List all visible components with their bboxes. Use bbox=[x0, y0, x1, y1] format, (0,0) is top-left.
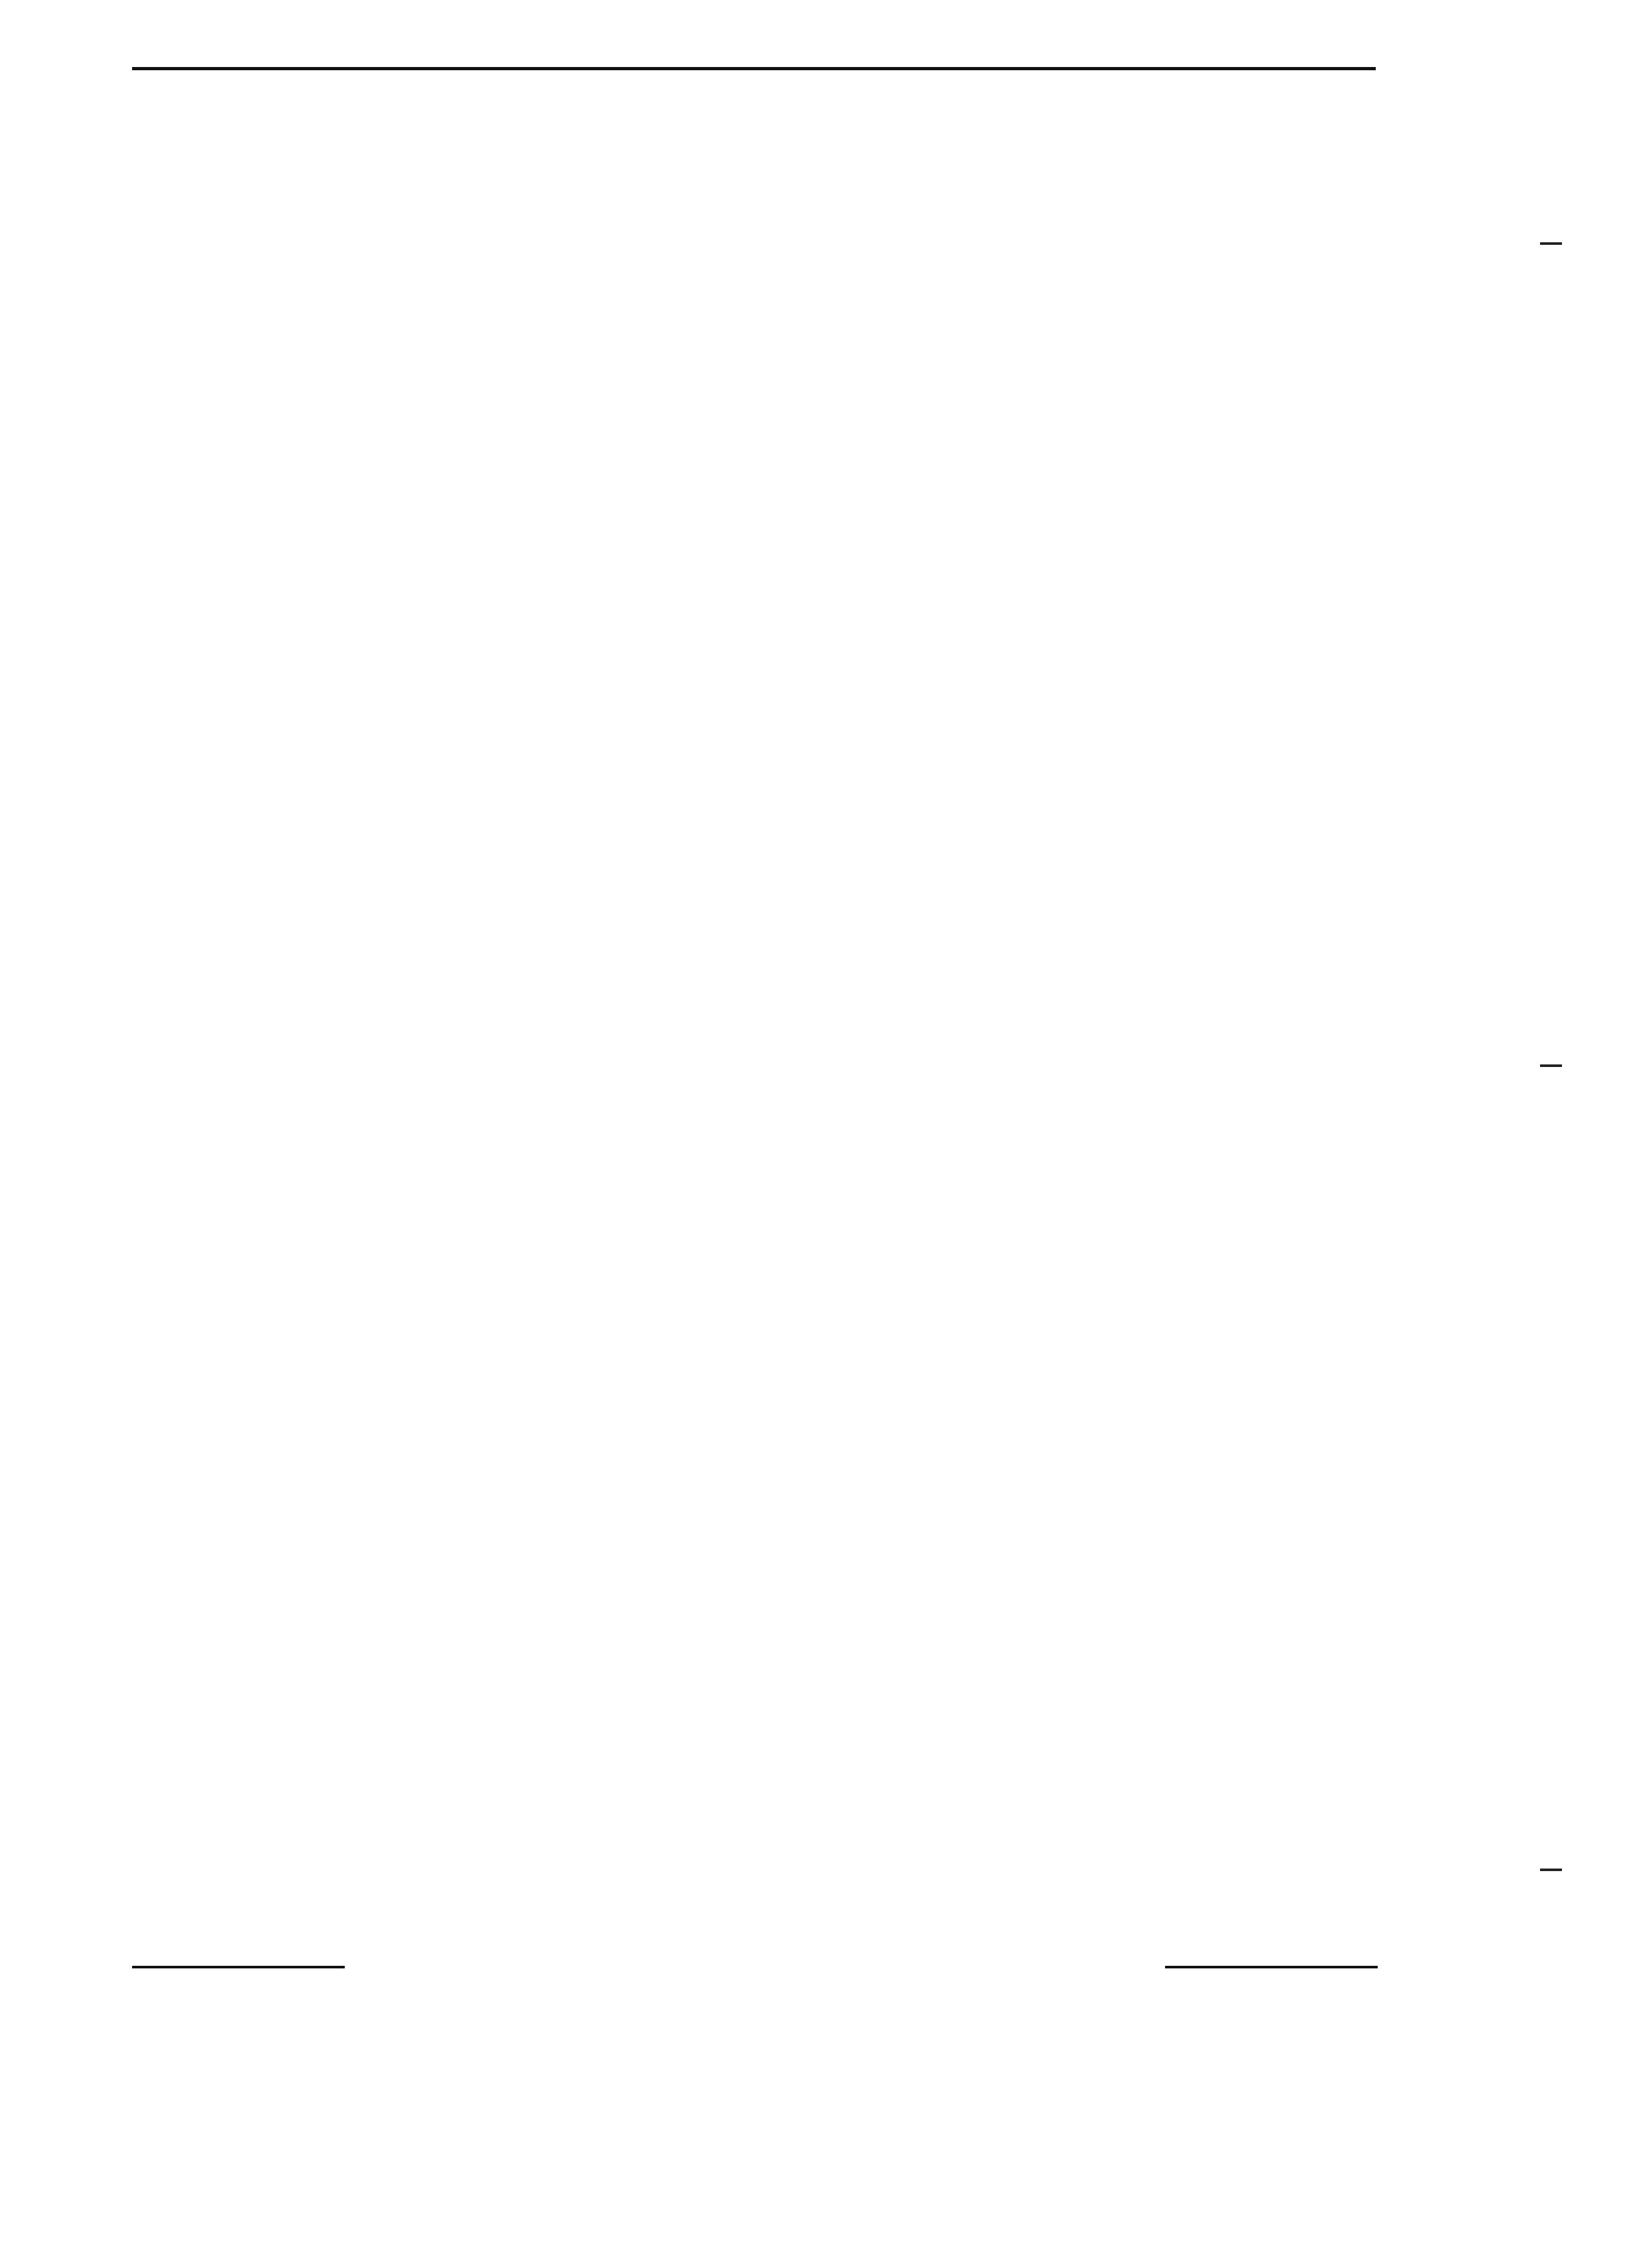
page-header bbox=[132, 31, 1376, 70]
margin-mark bbox=[1540, 1869, 1562, 1871]
margin-mark bbox=[1540, 242, 1562, 245]
footer-rule-left bbox=[132, 1966, 345, 1968]
header-rule bbox=[132, 67, 1376, 70]
footer-rule-right bbox=[1165, 1966, 1378, 1968]
margin-mark bbox=[1540, 1064, 1562, 1067]
section-heading bbox=[213, 84, 409, 111]
